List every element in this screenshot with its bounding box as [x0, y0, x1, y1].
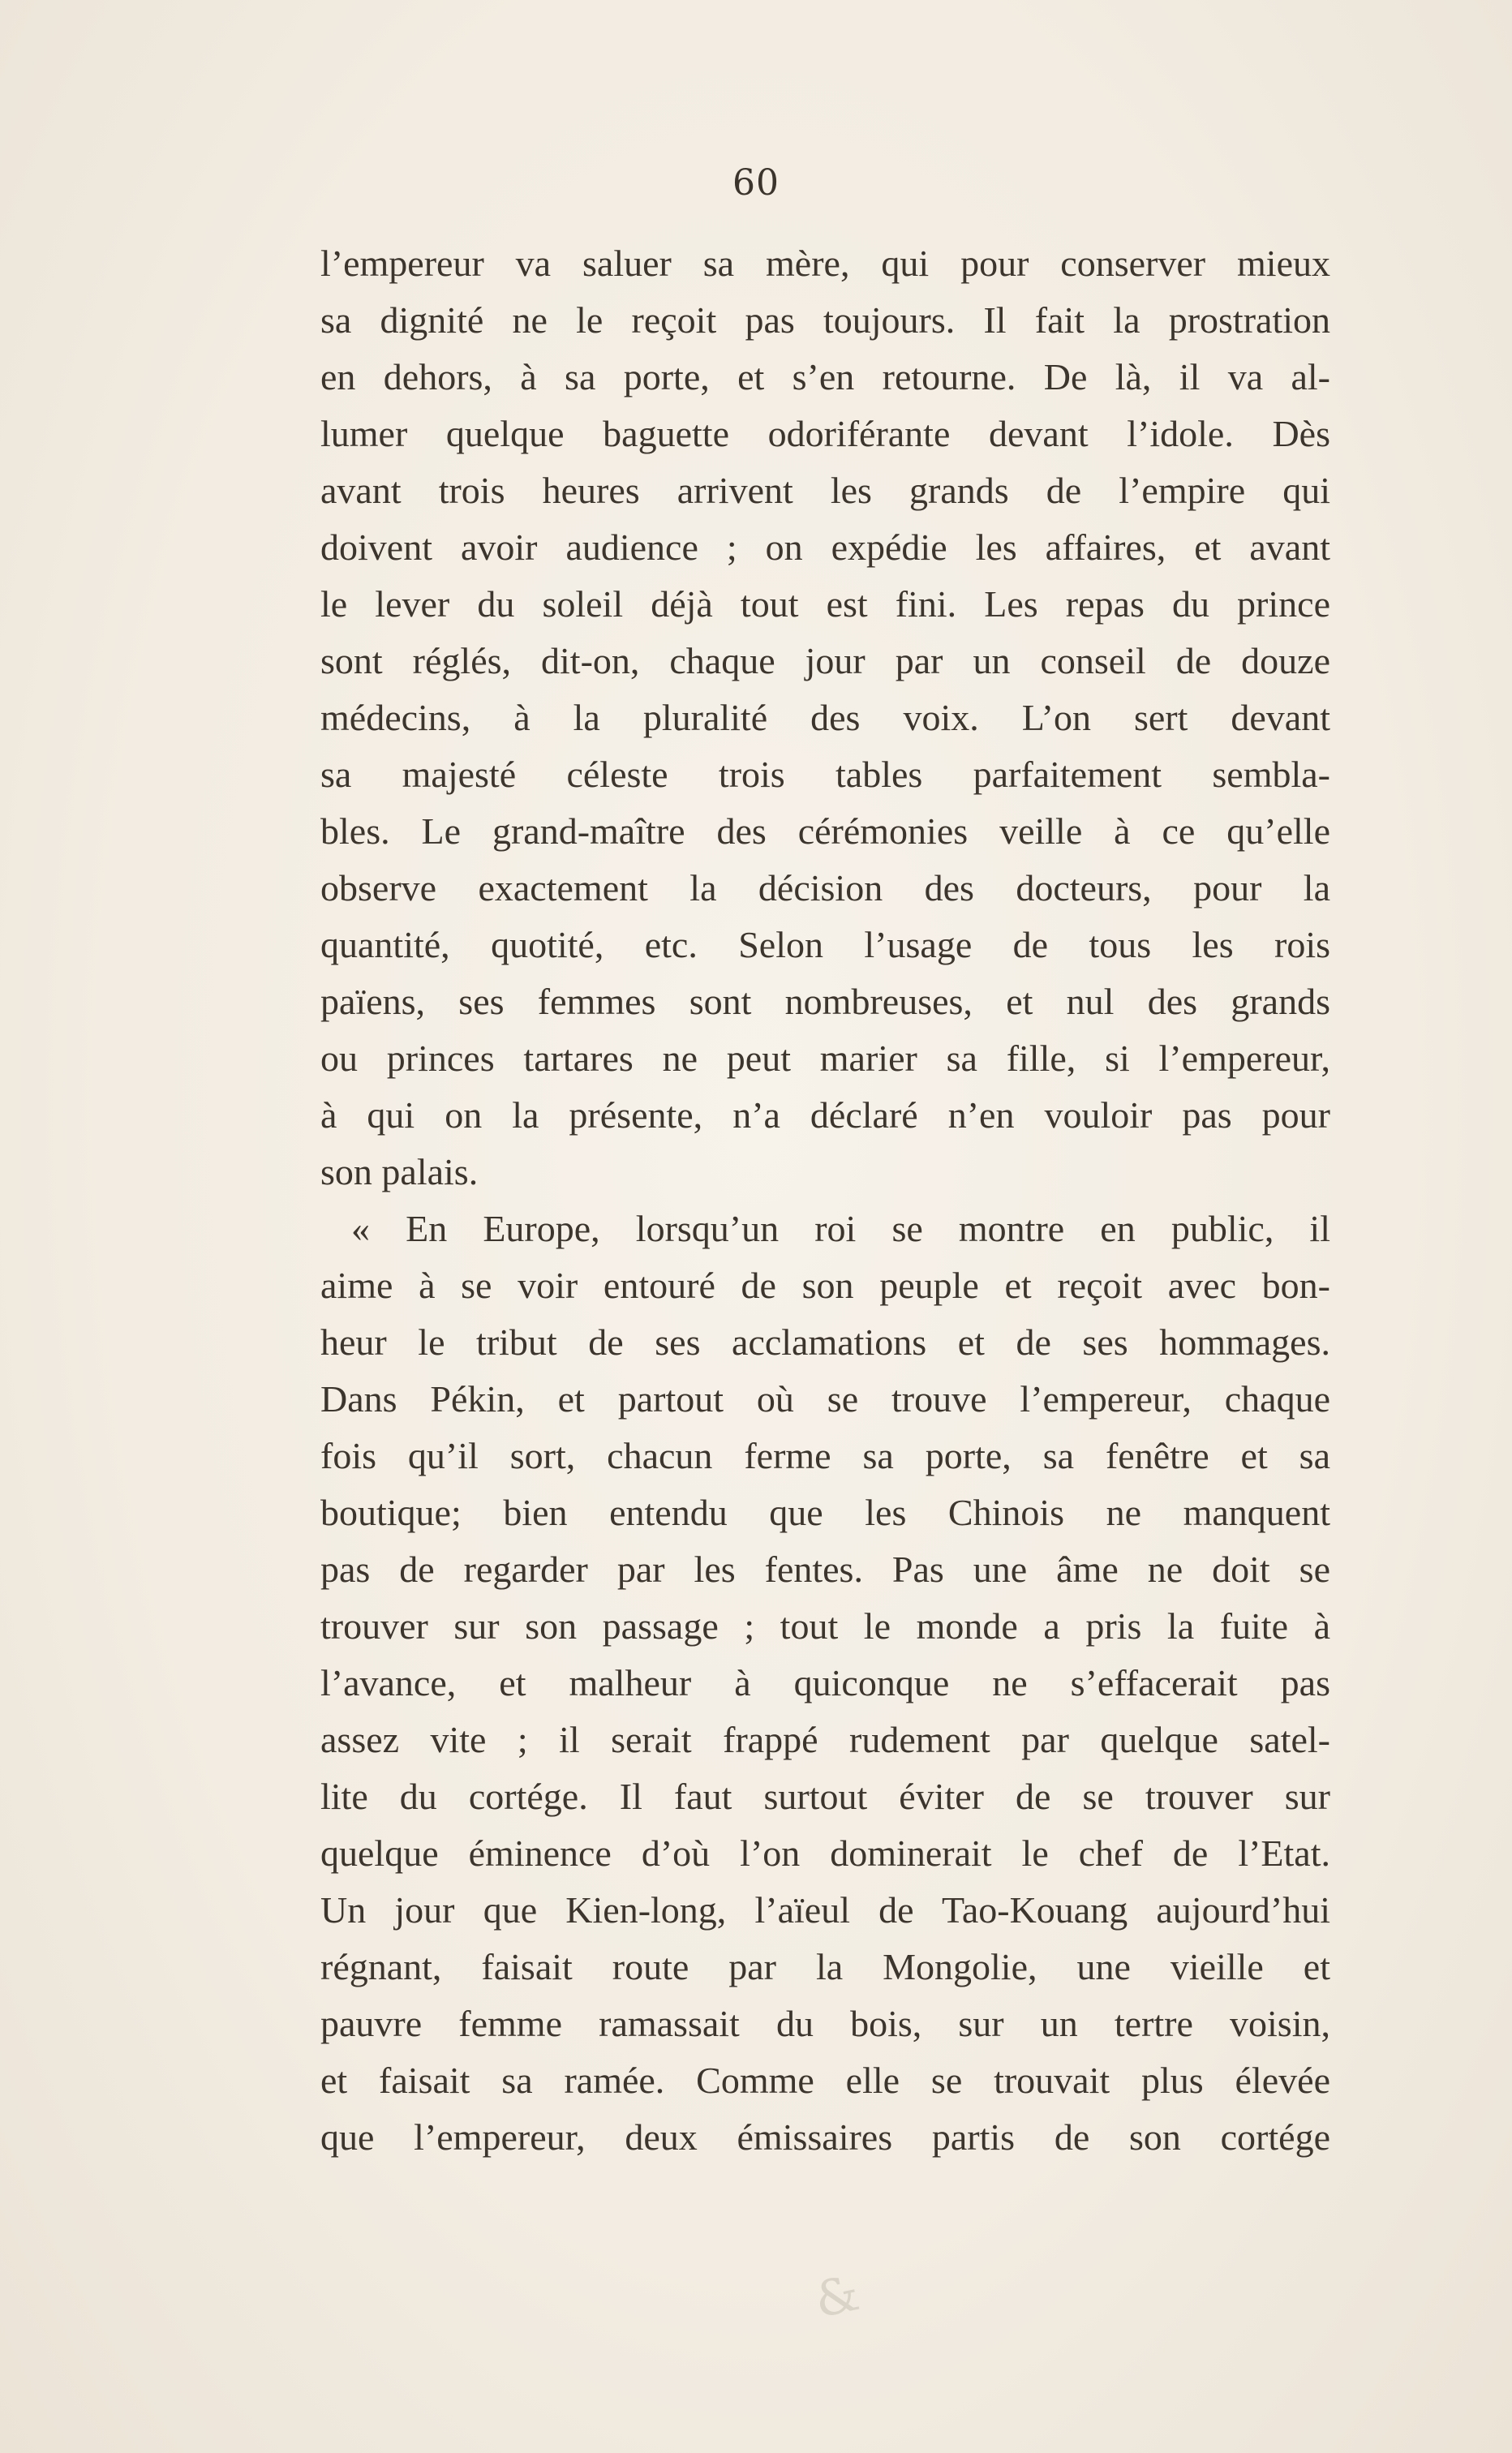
text-line: régnant, faisait route par la Mongolie, une vieille et: [320, 1946, 1330, 1987]
paragraph-start-line: « En Europe, lorsqu’un roi se montre en public, il: [351, 1208, 1330, 1249]
text-line: bles. Le grand-maître des cérémonies veille à ce qu’elle: [320, 810, 1330, 852]
text-line: lumer quelque baguette odoriférante devant l’idole. Dès: [320, 413, 1330, 454]
text-line: sont réglés, dit-on, chaque jour par un conseil de douze: [320, 640, 1330, 681]
text-line: heur le tribut de ses acclamations et de ses hommages.: [320, 1321, 1330, 1363]
text-line: et faisait sa ramée. Comme elle se trouvait plus élevée: [320, 2060, 1330, 2101]
text-line: trouver sur son passage ; tout le monde a pris la fuite à: [320, 1605, 1330, 1647]
text-line: doivent avoir audience ; on expédie les affaires, et avant: [320, 526, 1330, 568]
text-line: pas de regarder par les fentes. Pas une âme ne doit se: [320, 1549, 1330, 1590]
text-line: assez vite ; il serait frappé rudement par quelque satel-: [320, 1719, 1330, 1760]
text-line: l’avance, et malheur à quiconque ne s’effacerait pas: [320, 1662, 1330, 1703]
body-text: [320, 235, 1330, 2166]
faint-ink-mark-icon: &: [810, 2264, 865, 2330]
text-line: le lever du soleil déjà tout est fini. Les repas du prince: [320, 583, 1330, 625]
text-line: pauvre femme ramassait du bois, sur un tertre voisin,: [320, 2003, 1330, 2044]
text-line: médecins, à la pluralité des voix. L’on sert devant: [320, 697, 1330, 738]
text-line: avant trois heures arrivent les grands de l’empire qui: [320, 470, 1330, 511]
text-line: païens, ses femmes sont nombreuses, et nul des grands: [320, 981, 1330, 1022]
text-line: à qui on la présente, n’a déclaré n’en vouloir pas pour: [320, 1094, 1330, 1136]
text-line: Un jour que Kien-long, l’aïeul de Tao-Kouang aujourd’hui: [320, 1889, 1330, 1931]
text-line: ou princes tartares ne peut marier sa fille, si l’empereur,: [320, 1037, 1330, 1079]
text-line: fois qu’il sort, chacun ferme sa porte, sa fenêtre et sa: [320, 1435, 1330, 1476]
text-line: aime à se voir entouré de son peuple et reçoit avec bon-: [320, 1265, 1330, 1306]
paragraph-end-line: son palais.: [320, 1151, 479, 1192]
text-line: boutique; bien entendu que les Chinois ne manquent: [320, 1492, 1330, 1533]
text-line: lite du cortége. Il faut surtout éviter de se trouver sur: [320, 1776, 1330, 1817]
page-number: 60: [732, 162, 780, 204]
text-line: sa dignité ne le reçoit pas toujours. Il fait la prostration: [320, 299, 1330, 341]
text-line: que l’empereur, deux émissaires partis de son cortége: [320, 2116, 1330, 2158]
text-line: quelque éminence d’où l’on dominerait le chef de l’Etat.: [320, 1832, 1330, 1874]
text-line: observe exactement la décision des docteurs, pour la: [320, 867, 1330, 909]
text-line: sa majesté céleste trois tables parfaitement sembla-: [320, 754, 1330, 795]
text-line: Dans Pékin, et partout où se trouve l’empereur, chaque: [320, 1378, 1330, 1420]
text-line: en dehors, à sa porte, et s’en retourne. De là, il va al-: [320, 356, 1330, 397]
text-line: l’empereur va saluer sa mère, qui pour conserver mieux: [320, 243, 1330, 284]
text-line: quantité, quotité, etc. Selon l’usage de tous les rois: [320, 924, 1330, 965]
